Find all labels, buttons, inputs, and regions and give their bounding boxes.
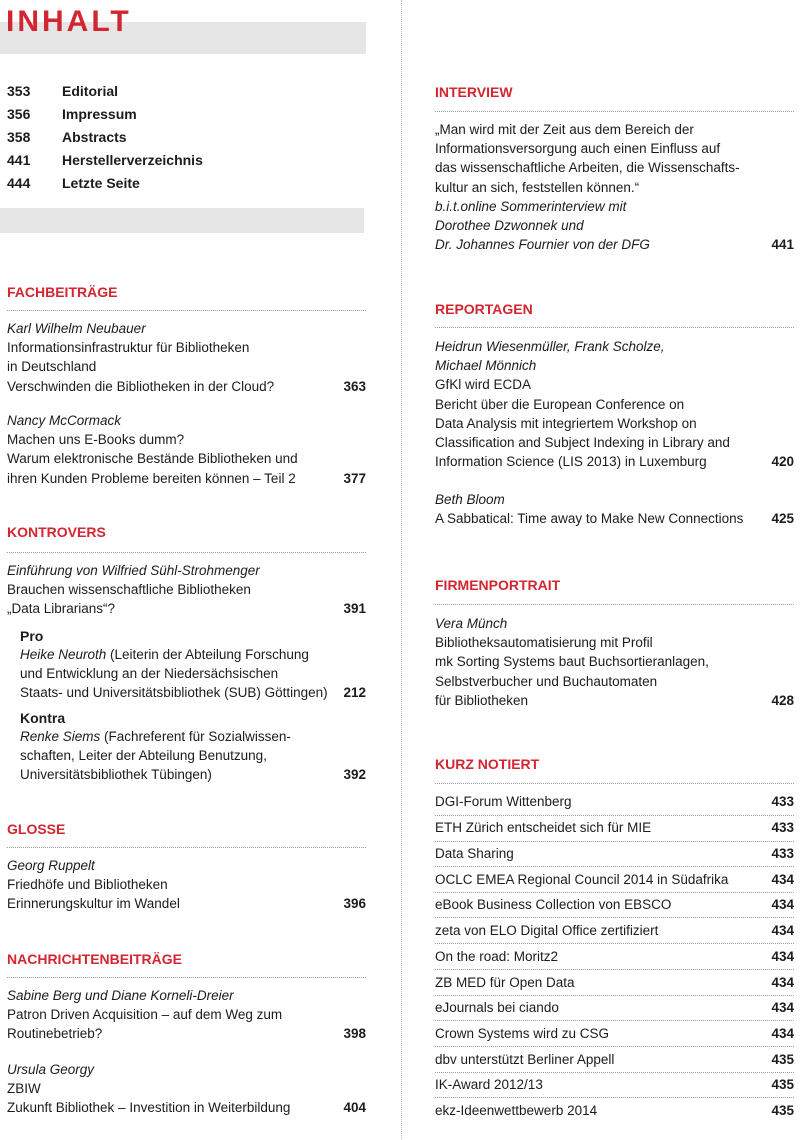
toc-entry[interactable] [20,645,366,703]
separator-bar [0,208,364,233]
entry-line: mk Sorting Systems baut Buchsortieranlagen, [435,654,709,670]
entry-quote: das wissenschaftliche Arbeiten, die Wissenschafts- [435,160,740,176]
kurz-item-label: IK-Award 2012/13 [435,1077,543,1092]
page-number: 391 [343,601,366,617]
toc-entry[interactable] [20,727,366,785]
entry-line: Data Analysis mit integriertem Workshop on [435,415,697,431]
entry-line-text: Zukunft Bibliothek – Investition in Weiterbildung [7,1100,291,1116]
page-number: 434 [771,1000,794,1015]
toc-entry[interactable] [435,490,794,528]
kurz-item[interactable] [435,922,794,940]
toc-entry[interactable] [7,561,366,619]
section-rule [435,327,794,328]
kurz-item[interactable] [435,819,794,837]
item-page: 358 [7,129,31,145]
entry-line: Selbstverbucher und Buchautomaten [435,673,658,689]
kurz-item[interactable] [435,1102,794,1120]
section-rule [7,310,366,311]
entry-line: Brauchen wissenschaftliche Bibliotheken [7,582,251,598]
item-rule [435,892,794,893]
item-label: Herstellerverzeichnis [62,152,203,168]
entry-line: GfKl wird ECDA [435,377,532,393]
subheading-pro: Pro [20,628,44,644]
page-number: 434 [771,872,794,887]
entry-line-text: Staats- und Universitätsbibliothek (SUB) Göttingen) [20,685,328,701]
toc-entry[interactable] [435,614,794,710]
entry-line: Machen uns E-Books dumm? [7,432,185,448]
entry-author: b.i.t.online Sommerinterview mit [435,198,627,214]
entry-line [7,599,366,618]
page-number: 435 [771,1103,794,1118]
item-rule [435,943,794,944]
page-number: 398 [343,1026,366,1042]
entry-line-text: Routinebetrieb? [7,1026,103,1042]
entry-line-text: Erinnerungskultur im Wandel [7,896,180,912]
toc-entry[interactable] [7,319,366,396]
section-heading-kontrovers: KONTROVERS [7,524,106,540]
page-number: 420 [771,454,794,470]
page-number: 363 [343,378,366,394]
page-number: 435 [771,1052,794,1067]
toc-entry[interactable] [7,1060,366,1118]
toc-entry[interactable] [435,337,794,471]
entry-line: Warum elektronische Bestände Bibliotheken und [7,451,298,467]
item-label: Editorial [62,83,119,99]
entry-line: Bericht über die European Conference on [435,396,685,412]
entry-quote: kultur an sich, feststellen können.“ [435,179,640,195]
entry-author: Dr. Johannes Fournier von der DFG [435,237,650,253]
kurz-item-label: ekz-Ideenwettbewerb 2014 [435,1103,598,1118]
entry-author: Heike Neuroth [20,647,107,662]
page-number: 428 [771,692,794,708]
section-rule [435,111,794,112]
entry-line: Informationsinfrastruktur für Bibliotheken [7,340,250,356]
entry-author: Sabine Berg und Diane Korneli-Dreier [7,988,234,1003]
short-list-item[interactable] [7,128,367,146]
kurz-item[interactable] [435,1025,794,1043]
kurz-item-label: On the road: Moritz2 [435,949,559,964]
item-rule [435,1072,794,1073]
entry-line-text: Information Science (LIS 2013) in Luxemburg [435,454,707,470]
entry-line: Classification and Subject Indexing in Library and [435,435,730,451]
entry-line [20,683,366,702]
item-rule [435,917,794,918]
entry-line-text: ihren Kunden Probleme bereiten können – Teil 2 [7,470,296,486]
toc-entry[interactable] [7,986,366,1044]
entry-author: Ursula Georgy [7,1062,95,1077]
entry-author: Dorothee Dzwonnek und [435,218,584,234]
entry-line: Bibliotheksautomatisierung mit Profil [435,635,653,651]
page-title: INHALT [6,5,132,38]
entry-author: Renke Siems [20,729,101,744]
entry-line [20,645,366,664]
kurz-item-label: ETH Zürich entscheidet sich für MIE [435,820,652,835]
entry-line: und Entwicklung an der Niedersächsischen [20,666,279,682]
entry-author: Vera Münch [435,616,508,631]
kurz-item[interactable] [435,896,794,914]
page-number: 435 [771,1077,794,1092]
entry-author: Heidrun Wiesenmüller, Frank Scholze, [435,339,665,354]
entry-quote: „Man wird mit der Zeit aus dem Bereich der [435,122,694,137]
toc-entry[interactable] [7,856,366,914]
column-divider [401,0,402,1140]
entry-author: Karl Wilhelm Neubauer [7,321,146,336]
section-rule [7,847,366,848]
item-rule [435,995,794,996]
item-rule [435,815,794,816]
kurz-item[interactable] [435,999,794,1017]
kurz-item-label: Crown Systems wird zu CSG [435,1026,610,1041]
short-list-item[interactable] [7,151,367,169]
short-list-item[interactable] [7,82,367,100]
entry-line [20,727,366,746]
page-number: 392 [343,767,366,783]
kurz-item-label: OCLC EMEA Regional Council 2014 in Südafrika [435,872,729,887]
kurz-item[interactable] [435,1051,794,1069]
entry-line [20,765,366,784]
entry-line [7,894,366,913]
kurz-item[interactable] [435,1076,794,1094]
subheading-kontra: Kontra [20,710,66,726]
kurz-item[interactable] [435,793,794,811]
section-rule [7,977,366,978]
kurz-item-label: zeta von ELO Digital Office zertifiziert [435,923,659,938]
item-rule [435,1097,794,1098]
page-number: 434 [771,897,794,912]
entry-line [435,509,794,528]
page-number: 396 [343,896,366,912]
item-rule [435,841,794,842]
entry-author: Michael Mönnich [435,358,537,374]
page-number: 434 [771,949,794,964]
entry-line [7,1024,366,1043]
entry-line: Patron Driven Acquisition – auf dem Weg zum [7,1007,283,1023]
section-heading-interview: INTERVIEW [435,84,513,100]
item-label: Impressum [62,106,137,122]
page-number: 377 [343,470,366,486]
item-page: 356 [7,106,31,122]
entry-line: in Deutschland [7,359,97,375]
page-number: 433 [771,820,794,835]
section-heading-firmenportrait: FIRMENPORTRAIT [435,577,561,593]
entry-line: ZBIW [7,1081,41,1097]
entry-quote: Informationsversorgung auch einen Einfluss auf [435,141,721,157]
section-rule [435,783,794,784]
section-heading-nachrichten: NACHRICHTENBEITRÄGE [7,951,182,967]
entry-author: Einführung von Wilfried Sühl-Strohmenger [7,563,260,578]
item-rule [435,866,794,867]
item-label: Letzte Seite [62,175,140,191]
page-number: 433 [771,794,794,809]
entry-line [7,1098,366,1117]
section-heading-glosse: GLOSSE [7,821,66,837]
page-number: 212 [343,685,366,701]
item-page: 441 [7,152,31,168]
section-heading-kurz-notiert: KURZ NOTIERT [435,756,540,772]
short-list [7,82,367,197]
kurz-item-label: Data Sharing [435,846,514,861]
entry-line: Friedhöfe und Bibliotheken [7,877,168,893]
section-heading-reportagen: REPORTAGEN [435,301,533,317]
page-number: 404 [343,1100,366,1116]
entry-line [7,377,366,396]
kurz-item[interactable] [435,974,794,992]
page-number: 433 [771,846,794,861]
entry-line: schaften, Leiter der Abteilung Benutzung, [20,748,267,764]
section-rule [435,604,794,605]
kurz-item[interactable] [435,948,794,966]
item-label: Abstracts [62,129,127,145]
item-page: 353 [7,83,31,99]
entry-line [435,452,794,471]
toc-entry[interactable] [7,411,366,488]
entry-line-text: „Data Librarians“? [7,601,116,617]
entry-line-text: Verschwinden die Bibliotheken in der Cloud? [7,378,275,394]
entry-line-text: Universitätsbibliothek Tübingen) [20,767,212,783]
item-rule [435,1020,794,1021]
entry-line [435,235,794,254]
entry-line-text: A Sabbatical: Time away to Make New Connections [435,511,744,527]
toc-entry[interactable] [435,120,794,254]
kurz-item[interactable] [435,871,794,889]
page-number: 425 [771,511,794,527]
entry-author: Beth Bloom [435,492,505,507]
entry-line [435,691,794,710]
section-heading-fachbeitraege: FACHBEITRÄGE [7,284,118,300]
kurz-item-label: eBook Business Collection von EBSCO [435,897,672,912]
entry-line-text: (Fachreferent für Sozialwissen- [100,729,291,744]
entry-author: Georg Ruppelt [7,858,95,873]
entry-line [7,469,366,488]
kurz-item[interactable] [435,845,794,863]
item-rule [435,969,794,970]
short-list-item[interactable] [7,174,367,192]
kurz-item-label: eJournals bei ciando [435,1000,559,1015]
section-rule [7,552,366,553]
page-number: 434 [771,975,794,990]
kurz-item-label: DGI-Forum Wittenberg [435,794,572,809]
page-number: 441 [771,237,794,253]
entry-line-text: (Leiterin der Abteilung Forschung [106,647,309,662]
page-number: 434 [771,1026,794,1041]
item-rule [435,1046,794,1047]
item-page: 444 [7,175,31,191]
entry-author: Nancy McCormack [7,413,122,428]
entry-line-text: für Bibliotheken [435,692,529,708]
page-number: 434 [771,923,794,938]
kurz-item-label: dbv unterstützt Berliner Appell [435,1052,615,1067]
kurz-item-label: ZB MED für Open Data [435,975,575,990]
short-list-item[interactable] [7,105,367,123]
